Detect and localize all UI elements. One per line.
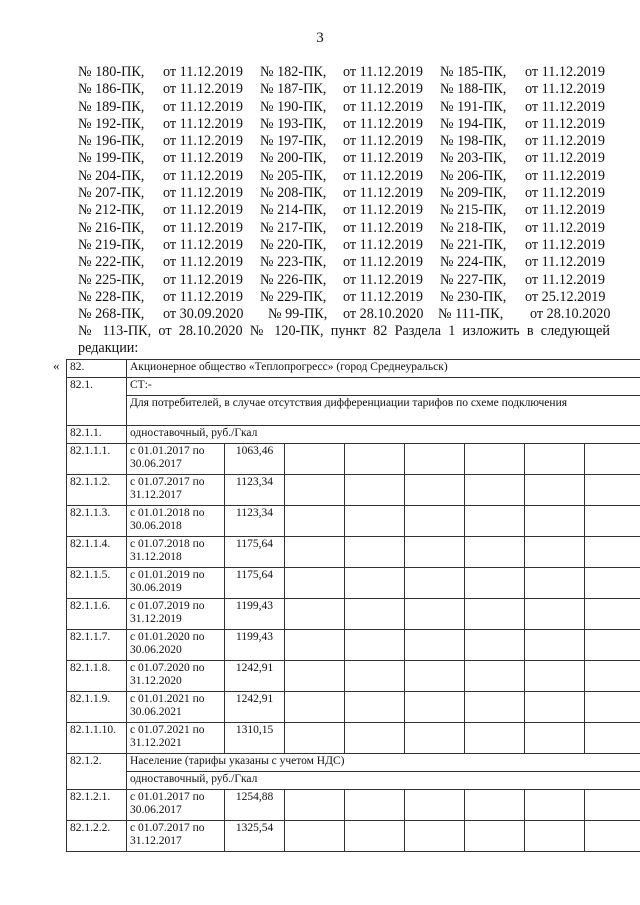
doc-number: № 196-ПК,: [78, 133, 145, 150]
doc-date: от 11.12.2019: [163, 167, 243, 184]
tariff-value: 1063,46: [225, 444, 285, 475]
empty-cell: [285, 506, 345, 537]
doc-number: № 229-ПК,: [260, 288, 327, 305]
table-row: [67, 426, 640, 444]
table-row: [67, 475, 640, 506]
list-item: [78, 150, 610, 167]
doc-date: от 11.12.2019: [163, 98, 243, 115]
empty-cell: [585, 821, 640, 852]
empty-cell: [525, 723, 585, 754]
empty-cell: [405, 661, 465, 692]
list-item: [78, 99, 610, 116]
empty-cell: [525, 599, 585, 630]
doc-number: № 214-ПК,: [260, 202, 327, 219]
table-row: [67, 360, 640, 378]
empty-cell: [345, 661, 405, 692]
doc-number: № 193-ПК,: [260, 115, 327, 132]
doc-number: № 221-ПК,: [440, 236, 507, 253]
empty-cell: [345, 475, 405, 506]
empty-cell: [285, 661, 345, 692]
tariff-subcategory: Для потребителей, в случае отсутствия дифференциации тарифов по схеме подключения: [127, 396, 640, 426]
doc-number: № 226-ПК,: [260, 271, 327, 288]
empty-cell: [585, 444, 640, 475]
doc-date: от 11.12.2019: [343, 150, 423, 167]
table-row: [67, 537, 640, 568]
empty-cell: [405, 475, 465, 506]
editorial-phrase: редакции:: [78, 340, 139, 356]
tariff-value: 1175,64: [225, 537, 285, 568]
empty-cell: [345, 444, 405, 475]
table-row: [67, 754, 640, 772]
tail-doc-date: от 28.10.2020: [530, 306, 611, 322]
doc-date: от 11.12.2019: [163, 133, 243, 150]
empty-cell: [285, 599, 345, 630]
row-code: 82.1.1.: [67, 426, 127, 444]
list-item: [78, 168, 610, 185]
doc-number: № 222-ПК,: [78, 254, 145, 271]
doc-number: № 228-ПК,: [78, 288, 145, 305]
tail-doc-no: № 111-ПК,: [438, 306, 504, 322]
doc-date: от 11.12.2019: [525, 133, 605, 150]
doc-date: от 11.12.2019: [163, 202, 243, 219]
doc-number: № 180-ПК,: [78, 64, 145, 80]
empty-cell: [585, 661, 640, 692]
doc-date: от 11.12.2019: [343, 288, 423, 305]
row-code: 82.1.1.7.: [67, 630, 127, 661]
list-item: [78, 64, 610, 81]
doc-date: от 11.12.2019: [343, 271, 423, 288]
table-row: [67, 790, 640, 821]
doc-date: от 11.12.2019: [343, 202, 423, 219]
list-item: [78, 81, 610, 98]
page-number: 3: [316, 30, 324, 46]
empty-cell: [405, 630, 465, 661]
resolution-list: [78, 64, 610, 306]
tail-doc-date: от 28.10.2020: [343, 306, 424, 322]
empty-cell: [345, 630, 405, 661]
empty-cell: [285, 630, 345, 661]
tariff-value: 1242,91: [225, 692, 285, 723]
doc-date: от 11.12.2019: [525, 219, 605, 236]
empty-cell: [585, 723, 640, 754]
empty-cell: [465, 821, 525, 852]
doc-number: № 190-ПК,: [260, 98, 327, 115]
doc-number: № 187-ПК,: [260, 81, 327, 98]
doc-number: № 185-ПК,: [440, 64, 507, 80]
doc-date: от 11.12.2019: [163, 271, 243, 288]
doc-date: от 11.12.2019: [163, 115, 243, 132]
list-item: [78, 272, 610, 289]
doc-date: от 11.12.2019: [525, 64, 605, 80]
empty-cell: [465, 790, 525, 821]
doc-number: № 212-ПК,: [78, 202, 145, 219]
doc-date: от 11.12.2019: [343, 81, 423, 98]
empty-cell: [345, 506, 405, 537]
row-code: 82.1.: [67, 378, 127, 426]
empty-cell: [525, 630, 585, 661]
empty-cell: [525, 790, 585, 821]
doc-number: № 192-ПК,: [78, 115, 145, 132]
empty-cell: [405, 568, 465, 599]
row-code: 82.1.1.3.: [67, 506, 127, 537]
doc-number: № 208-ПК,: [260, 185, 327, 202]
doc-number: № 216-ПК,: [78, 219, 145, 236]
empty-cell: [405, 444, 465, 475]
empty-cell: [285, 537, 345, 568]
doc-number: № 186-ПК,: [78, 81, 145, 98]
empty-cell: [525, 692, 585, 723]
doc-number: № 199-ПК,: [78, 150, 145, 167]
empty-cell: [405, 790, 465, 821]
doc-date: от 11.12.2019: [163, 150, 243, 167]
empty-cell: [405, 692, 465, 723]
doc-number: № 191-ПК,: [440, 98, 507, 115]
table-row: [67, 506, 640, 537]
tail-doc-date: от 30.09.2020: [163, 306, 244, 322]
tariff-period: с 01.01.2021 по 30.06.2021: [127, 692, 225, 723]
doc-number: № 207-ПК,: [78, 185, 145, 202]
empty-cell: [405, 506, 465, 537]
empty-cell: [585, 692, 640, 723]
doc-date: от 11.12.2019: [163, 254, 243, 271]
empty-cell: [525, 821, 585, 852]
tariff-value: 1123,34: [225, 506, 285, 537]
list-item: [78, 220, 610, 237]
empty-cell: [585, 506, 640, 537]
tariff-value: 1254,88: [225, 790, 285, 821]
empty-cell: [285, 790, 345, 821]
table-row: [67, 396, 640, 426]
doc-date: от 11.12.2019: [163, 185, 243, 202]
doc-date: от 11.12.2019: [343, 185, 423, 202]
tariff-value: 1175,64: [225, 568, 285, 599]
tariff-type: одноставочный, руб./Гкал: [127, 772, 640, 790]
tariff-period: с 01.01.2018 по 30.06.2018: [127, 506, 225, 537]
row-code: 82.1.1.4.: [67, 537, 127, 568]
table-row: [67, 444, 640, 475]
empty-cell: [465, 692, 525, 723]
empty-cell: [525, 506, 585, 537]
tariff-value: 1242,91: [225, 661, 285, 692]
doc-date: от 11.12.2019: [525, 254, 605, 271]
doc-number: № 218-ПК,: [440, 219, 507, 236]
doc-date: от 11.12.2019: [525, 115, 605, 132]
empty-cell: [465, 506, 525, 537]
empty-cell: [585, 599, 640, 630]
doc-number: № 200-ПК,: [260, 150, 327, 167]
table-row: [67, 630, 640, 661]
row-code: 82.: [67, 360, 127, 378]
doc-number: № 217-ПК,: [260, 219, 327, 236]
doc-date: от 11.12.2019: [343, 254, 423, 271]
list-item: [78, 133, 610, 150]
doc-date: от 25.12.2019: [525, 288, 606, 305]
empty-cell: [285, 568, 345, 599]
opening-quote: «: [53, 358, 60, 373]
table-row: [67, 599, 640, 630]
empty-cell: [525, 444, 585, 475]
row-code: 82.1.2.: [67, 754, 127, 790]
doc-number: № 198-ПК,: [440, 133, 507, 150]
empty-cell: [405, 723, 465, 754]
tariff-period: с 01.07.2019 по 31.12.2019: [127, 599, 225, 630]
doc-date: от 11.12.2019: [343, 115, 423, 132]
table-row: [67, 723, 640, 754]
tariff-period: с 01.07.2018 по 31.12.2018: [127, 537, 225, 568]
tariff-period: с 01.01.2020 по 30.06.2020: [127, 630, 225, 661]
doc-date: от 11.12.2019: [343, 98, 423, 115]
empty-cell: [345, 537, 405, 568]
doc-date: от 11.12.2019: [163, 236, 243, 253]
empty-cell: [585, 568, 640, 599]
doc-number: № 205-ПК,: [260, 167, 327, 184]
doc-date: от 11.12.2019: [525, 185, 605, 202]
doc-number: № 203-ПК,: [440, 150, 507, 167]
tariff-value: 1199,43: [225, 630, 285, 661]
tariff-period: с 01.01.2017 по 30.06.2017: [127, 444, 225, 475]
empty-cell: [465, 630, 525, 661]
empty-cell: [465, 475, 525, 506]
empty-cell: [465, 444, 525, 475]
row-code: 82.1.2.2.: [67, 821, 127, 852]
doc-date: от 11.12.2019: [525, 98, 605, 115]
empty-cell: [465, 661, 525, 692]
doc-number: № 182-ПК,: [260, 64, 327, 80]
doc-number: № 209-ПК,: [440, 185, 507, 202]
tariff-value: 1310,15: [225, 723, 285, 754]
doc-date: от 11.12.2019: [343, 64, 423, 80]
doc-number: № 206-ПК,: [440, 167, 507, 184]
empty-cell: [285, 475, 345, 506]
row-code: 82.1.1.5.: [67, 568, 127, 599]
tail-doc-no: № 99-ПК,: [268, 306, 328, 322]
doc-number: № 220-ПК,: [260, 236, 327, 253]
empty-cell: [465, 599, 525, 630]
empty-cell: [585, 537, 640, 568]
tariff-period: с 01.01.2019 по 30.06.2019: [127, 568, 225, 599]
tariff-value: 1199,43: [225, 599, 285, 630]
empty-cell: [525, 475, 585, 506]
tariff-category: СТ:-: [127, 378, 640, 396]
empty-cell: [345, 568, 405, 599]
row-code: 82.1.2.1.: [67, 790, 127, 821]
doc-number: № 227-ПК,: [440, 271, 507, 288]
list-item: [78, 116, 610, 133]
doc-date: от 11.12.2019: [525, 167, 605, 184]
doc-date: от 11.12.2019: [343, 219, 423, 236]
doc-number: № 223-ПК,: [260, 254, 327, 271]
list-item: [78, 237, 610, 254]
list-item: [78, 202, 610, 219]
empty-cell: [405, 821, 465, 852]
doc-date: от 11.12.2019: [163, 81, 243, 98]
doc-number: № 204-ПК,: [78, 167, 145, 184]
list-item: [78, 289, 610, 306]
row-code: 82.1.1.8.: [67, 661, 127, 692]
list-item: [78, 185, 610, 202]
empty-cell: [525, 537, 585, 568]
doc-date: от 11.12.2019: [343, 167, 423, 184]
table-row: [67, 378, 640, 396]
doc-number: № 230-ПК,: [440, 288, 507, 305]
doc-number: № 188-ПК,: [440, 81, 507, 98]
row-code: 82.1.1.10.: [67, 723, 127, 754]
tail-doc-no: № 268-ПК,: [78, 306, 145, 322]
empty-cell: [285, 692, 345, 723]
tariff-type: одноставочный, руб./Гкал: [127, 426, 640, 444]
table-row: [67, 772, 640, 790]
row-code: 82.1.1.9.: [67, 692, 127, 723]
doc-number: № 219-ПК,: [78, 236, 145, 253]
table-row: [67, 661, 640, 692]
row-code: 82.1.1.1.: [67, 444, 127, 475]
tariff-table: [66, 359, 640, 852]
empty-cell: [465, 537, 525, 568]
doc-date: от 11.12.2019: [525, 271, 605, 288]
doc-number: № 224-ПК,: [440, 254, 507, 271]
resolution-list-tail-2: № 113-ПК, от 28.10.2020 № 120-ПК, пункт 82 Раздела 1 изложить в следующей: [78, 323, 610, 339]
doc-number: № 194-ПК,: [440, 115, 507, 132]
empty-cell: [285, 821, 345, 852]
tariff-period: с 01.07.2020 по 31.12.2020: [127, 661, 225, 692]
tariff-category: Население (тарифы указаны с учетом НДС): [127, 754, 640, 772]
doc-date: от 11.12.2019: [163, 219, 243, 236]
empty-cell: [465, 723, 525, 754]
tariff-period: с 01.07.2017 по 31.12.2017: [127, 475, 225, 506]
empty-cell: [345, 790, 405, 821]
empty-cell: [345, 821, 405, 852]
doc-date: от 11.12.2019: [343, 133, 423, 150]
doc-date: от 11.12.2019: [525, 81, 605, 98]
empty-cell: [405, 537, 465, 568]
doc-number: № 215-ПК,: [440, 202, 507, 219]
tariff-period: с 01.07.2017 по 31.12.2017: [127, 821, 225, 852]
empty-cell: [285, 723, 345, 754]
empty-cell: [345, 599, 405, 630]
empty-cell: [345, 692, 405, 723]
empty-cell: [405, 599, 465, 630]
tariff-period: с 01.01.2017 по 30.06.2017: [127, 790, 225, 821]
empty-cell: [585, 630, 640, 661]
list-item: [78, 254, 610, 271]
doc-date: от 11.12.2019: [525, 202, 605, 219]
table-row: [67, 568, 640, 599]
doc-date: от 11.12.2019: [343, 236, 423, 253]
tariff-value: 1123,34: [225, 475, 285, 506]
tariff-period: с 01.07.2021 по 31.12.2021: [127, 723, 225, 754]
row-code: 82.1.1.6.: [67, 599, 127, 630]
doc-date: от 11.12.2019: [525, 236, 605, 253]
organization-name: Акционерное общество «Теплопрогресс» (город Среднеуральск): [127, 360, 640, 378]
empty-cell: [465, 568, 525, 599]
doc-number: № 189-ПК,: [78, 98, 145, 115]
doc-date: от 11.12.2019: [163, 64, 243, 80]
empty-cell: [525, 568, 585, 599]
row-code: 82.1.1.2.: [67, 475, 127, 506]
empty-cell: [525, 661, 585, 692]
doc-number: № 225-ПК,: [78, 271, 145, 288]
tariff-value: 1325,54: [225, 821, 285, 852]
doc-date: от 11.12.2019: [525, 150, 605, 167]
table-row: [67, 821, 640, 852]
doc-number: № 197-ПК,: [260, 133, 327, 150]
table-row: [67, 692, 640, 723]
empty-cell: [345, 723, 405, 754]
empty-cell: [585, 790, 640, 821]
empty-cell: [285, 444, 345, 475]
empty-cell: [585, 475, 640, 506]
doc-date: от 11.12.2019: [163, 288, 243, 305]
